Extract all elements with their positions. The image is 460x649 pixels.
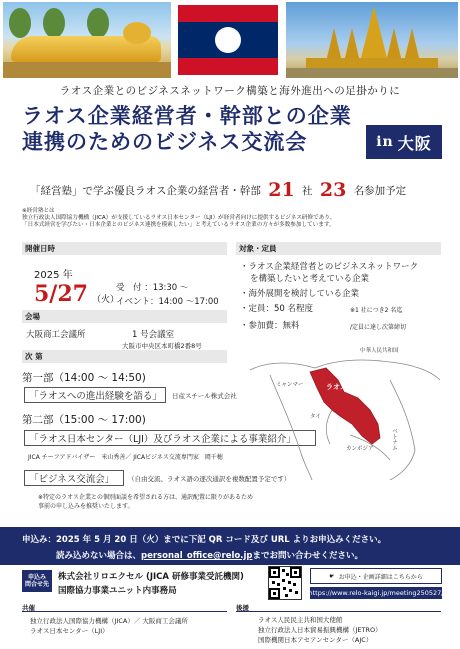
venue-name: 大阪商工会議所 [26,330,86,340]
capacity-note: ※1 社につき2 名迄 [350,307,403,314]
apply-suffix: までお問い合わせください。 [252,551,363,561]
reception-time: 受 付 ：13:30 ～ [116,283,189,293]
badge-city: 大阪 [397,133,432,153]
region-map [240,340,445,480]
meeting-note-line1: ※特定のラオス企業との個別面談を希望される方は、通訳配置に限りがあるため [38,494,253,501]
event-title-line2: 連携のためのビジネス交流会 [22,129,308,154]
location-badge [366,125,442,159]
cohost-line2: ラオス日本センター（LJI） [30,627,109,635]
event-date: 5/27 [34,281,88,307]
that-luang-photo [286,2,458,78]
target-header: 対象・定員 [236,242,441,255]
event-weekday: （火） [92,295,120,305]
contact-tag-apply: 申込み [27,574,46,581]
program-header: 次 第 [22,350,227,363]
map-label-china: 中華人民共和国 [360,348,399,354]
participant-count: 23 [319,179,347,201]
event-time: イベント：14:00 ～17:00 [116,297,219,307]
fee-note: /定員に達し次第締切 [350,324,407,331]
part1-talk: 「ラオスへの進出経験を語る」 [24,387,166,403]
organizer-office: 国際協力事業ユニット内事務局 [58,586,177,596]
event-title-line1: ラオス企業経営者・幹部との企業 [22,103,352,128]
keieijuku-note-line2: 「日本式経営を学びたい・日本企業とのビジネス連携を模索したい」と考えているラオス企業の方々が多数参加しています。 [22,222,335,228]
header-photos [0,0,460,80]
keieijuku-note-title: ※経営塾とは [22,208,55,214]
cohost-line1: 独立行政法人国際協力機構（JICA）／ 大阪商工会議所 [30,617,188,625]
organizer-company: 株式会社リロエクセル (JICA 研修事業受託機関) [58,572,244,582]
event-year: 2025 年 [34,270,73,281]
qr-code-icon[interactable] [268,566,302,600]
event-subtitle: ラオス企業とのビジネスネットワーク構築と海外進出への足掛かりに [59,85,401,97]
datetime-header: 開催日時 [22,242,227,255]
participants-tagline [30,177,406,199]
map-label-myanmar: ミャンマー [276,382,304,388]
part1-company: 日産スチール株式会社 [172,392,237,400]
hand-pointer-icon: ☛ [329,572,335,580]
capacity: ・定員：50 名程度 [240,304,314,314]
part3-talk: 「ビジネス交流会」 [24,470,124,486]
part2-speakers: JICA チーフアドバイザー 米山秀善／ JICAビジネス交流専門家 岡千穂 [28,454,223,461]
map-label-laos: ラオス [326,383,347,391]
map-label-vietnam: ベトナム [391,428,397,450]
map-label-cambodia: カンボジア [346,446,374,452]
part1-title: 第一部（14:00 ～ 14:50) [22,372,146,384]
company-count: 21 [268,179,295,201]
region-map-svg [240,340,445,480]
venue-header: 会場 [22,310,227,323]
tagline-mid: 社 [302,185,313,197]
target-item-1: ・ラオス企業経営者とのビジネスネットワーク [240,262,419,272]
tagline-prefix: 「経営塾」で学ぶ優良ラオス企業の経営者・幹部 [30,185,261,197]
target-item-2: ・海外展開を検討している企業 [240,289,360,299]
contact-tag-inquiry: 問合せ先 [24,581,49,588]
contact-email-link[interactable]: personal_office@relo.jp [141,551,253,561]
meeting-url-link[interactable]: https://www.relo-kaigi.jp/meeting250527/ [308,589,444,597]
map-label-thailand: タイ [310,414,321,420]
part2-title: 第二部（15:00 ～ 17:00) [22,414,146,426]
support-line2: 独立行政法人日本貿易振興機構（JETRO） [258,626,382,634]
fee: ・参加費：無料 [240,321,300,331]
keieijuku-note-line1: 独立行政法人国際協力機構（JICA）が支援しているラオス日本センター（LJI）が経営者向けに提供するビジネス研修であり、 [22,215,336,221]
tagline-suffix: 名参加予定 [353,185,407,197]
venue-address: 大阪市中央区本町橋2番8号 [122,342,202,350]
support-header: 後援 [236,603,441,612]
laos-shape [310,368,380,444]
laos-flag [178,5,278,75]
application-contact [56,549,363,561]
reclining-buddha-photo [3,2,171,78]
meeting-note-line2: 事前の申し込みを推奨いたします。 [38,503,134,510]
support-line1: ラオス人民民主共和国大使館 [258,616,343,624]
contact-tag [22,570,52,592]
target-item-1-cont: を構築したいと考えている企業 [250,274,370,284]
badge-in: in [376,134,394,150]
apply-prefix: 読み込めない場合は、 [56,551,142,561]
part2-talk: 「ラオス日本センター（LJI）及びラオス企業による事業紹介」 [24,430,316,446]
apply-details-label: お申込・企画詳細はこちらから [338,573,423,581]
application-deadline: 申込み：2025 年 5 月 20 日（火）までに下記 QR コード及び URL よりお申込みください。 [22,535,387,545]
cohost-header: 共催 [22,603,227,612]
venue-room: 1 号会議室 [132,330,175,340]
support-line3: 国際機関日本アセアンセンター（AJC） [258,636,373,644]
apply-details-button[interactable] [310,568,442,584]
part3-note: （自由交流、ラオス語の逐次通訳を複数配置予定です） [128,475,291,483]
